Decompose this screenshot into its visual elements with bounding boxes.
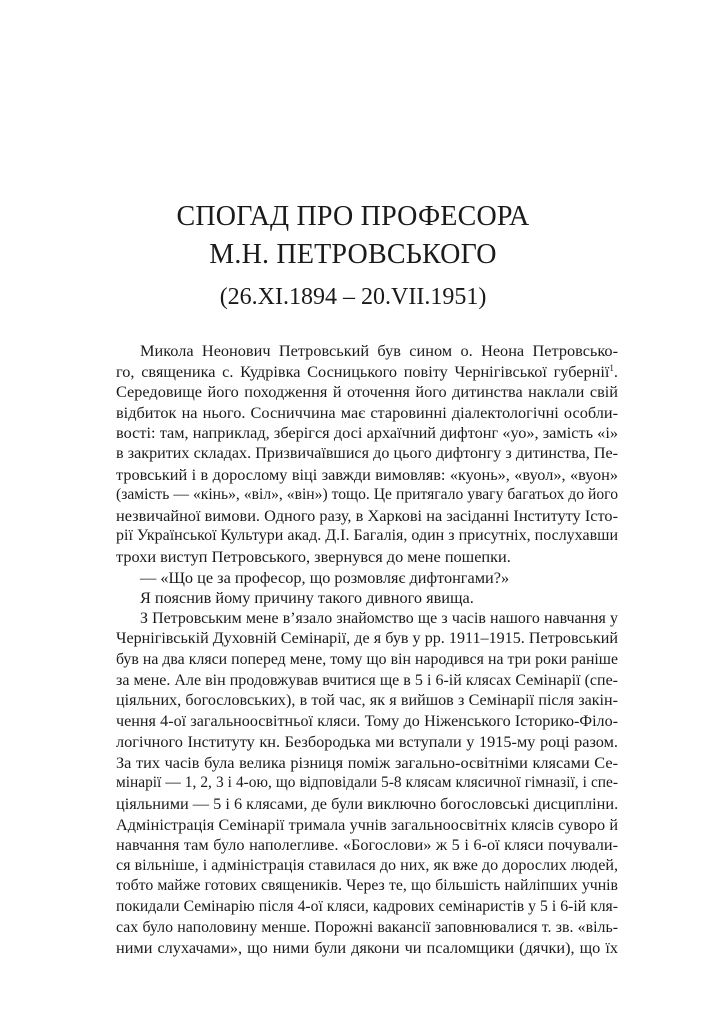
- title-block: [0, 198, 706, 312]
- text-line: ціяльних, богословських), в той час, як я вийшов з Семінарії після закін-: [116, 692, 618, 710]
- text-line: Середовище його походження й оточення його дитинства наклали свій: [116, 382, 618, 402]
- text-line: покидали Семінарію після 4-ої кляси, кадрових семінаристів у 5 і 6-ій кля-: [116, 898, 618, 916]
- life-dates: (26.XI.1894 – 20.VII.1951): [219, 284, 487, 310]
- text-line: незвичайної вимови. Одного разу, в Харкові на засіданні Інституту Істо-: [116, 505, 618, 525]
- text-line: — «Що це за професор, що розмовляє дифтонгами?»: [140, 567, 510, 587]
- text-line: в закритих складах. Призвичаївшися до цього дифтонгу з дитинства, Пе-: [116, 444, 618, 462]
- text-line: сах було наполовину менше. Порожні вакансії заповнювалися т. зв. «віль-: [116, 918, 618, 936]
- text-line: тровський і в дорослому віці завжди вимовляв: «куонь», «вуол», «вуон»: [116, 464, 618, 484]
- text-line: Адміністрація Семінарії тримала учнів загальноосвітніх клясів суворо й: [116, 815, 618, 834]
- text-line: чення 4-ої загальноосвітньої кляси. Тому до Ніженського Історико-Філо-: [116, 712, 618, 730]
- text-line: За тих часів була велика різниця поміж загально-освітніми клясами Се-: [116, 752, 618, 772]
- text-line: Чернігівській Духовній Семінарії, де я був у рр. 1911–1915. Петровський: [116, 630, 618, 648]
- text-line: навчання там було наполегливе. «Богослови» ж 5 і 6-ої кляси почували-: [116, 835, 618, 855]
- text-line: був на два кляси поперед мене, тому що він народився на три роки раніше: [116, 650, 618, 668]
- text-line: ними слухачами», що ними були дякони чи псаломщики (дячки), що їх: [116, 938, 618, 958]
- text-line: Микола Неонович Петровський був сином о. Неона Петровсько-: [140, 341, 618, 360]
- title-line-2: М.Н. ПЕТРОВСЬКОГО: [209, 239, 497, 270]
- text-line: відбиток на нього. Сосниччина має старовинні діалектологічні особли-: [116, 402, 618, 422]
- text-line: трохи виступ Петровського, звернувся до мене пошепки.: [116, 546, 511, 566]
- text-line: тобто майже готових священиків. Через те, що більшість найліпших учнів: [116, 877, 618, 895]
- text-line: го, священика с. Кудрівка Сосницького повіту Чернігівської губернії$^1$.: [116, 361, 618, 381]
- text-line: рії Української Культури акад. Д.І. Багалія, один з присутніх, послухавши: [116, 527, 618, 545]
- text-line: логічного Інституту кн. Безбородька ми вступали у 1915-му році разом.: [116, 732, 618, 752]
- text-line: З Петровським мене в’язало знайомство ще з часів нашого навчання у: [140, 609, 618, 627]
- body-text: [116, 341, 618, 959]
- text-line-content: го, священика с. Кудрівка Сосницького повіту Чернігівської губернії: [116, 361, 610, 381]
- text-line: (замість — «кінь», «віл», «він») тощо. Це притягало увагу багатьох до його: [116, 486, 618, 504]
- text-line: вості: там, наприклад, зберігся досі архаїчний дифтонг «уо», замість «і»: [116, 423, 618, 443]
- text-line: Я пояснив йому причину такого дивного явища.: [140, 588, 474, 608]
- text-line: за мене. Але він продовжував вчитися ще в 5 і 6-ій клясах Семінарії (спе-: [116, 671, 618, 689]
- title-line-1: СПОГАД ПРО ПРОФЕСОРА: [176, 201, 530, 232]
- text-line: ціяльними — 5 і 6 клясами, де були виключно богословські дисципліни.: [116, 794, 618, 814]
- text-line: мінарії — 1, 2, 3 і 4-ою, що відповідали 5-8 клясам клясичної гімназії, і спе-: [116, 774, 618, 792]
- footnote-marker: 1: [609, 362, 614, 373]
- text-line: ся вільніше, і адміністрація ставилася до них, як вже до дорослих людей,: [116, 856, 618, 874]
